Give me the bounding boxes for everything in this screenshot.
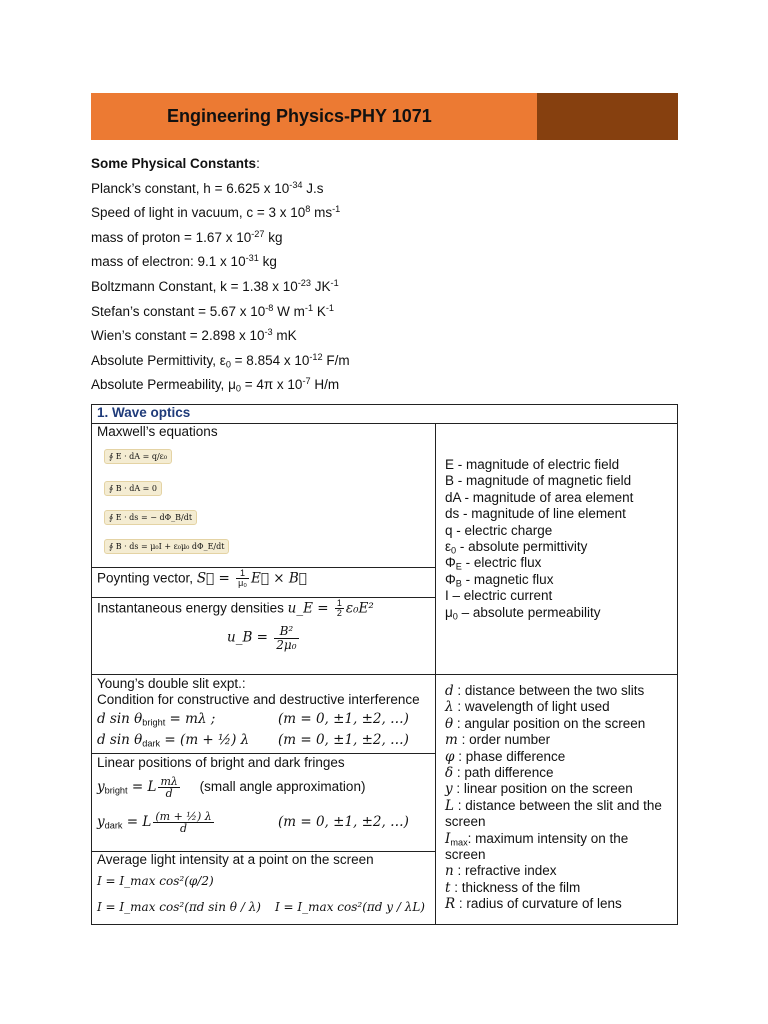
- ybright-lhs: [97, 779, 156, 794]
- text-run: y: [97, 814, 105, 831]
- table-divider: [92, 567, 435, 568]
- physical-constants-list: [91, 152, 691, 398]
- constant-item: [91, 349, 691, 374]
- page-title: Engineering Physics-PHY 1071: [167, 106, 432, 126]
- text-run: Φ: [445, 555, 456, 571]
- ybright-den: d: [165, 787, 173, 801]
- legend-item: [445, 523, 633, 539]
- intensity-eq-row: [97, 894, 425, 920]
- superscript: -23: [297, 277, 312, 288]
- subscript: dark: [142, 738, 161, 749]
- ub-lhs: u_B =: [227, 629, 273, 646]
- intensity-eq-phase: I = I_max cos²(φ/2): [97, 874, 214, 889]
- table-divider: [92, 597, 435, 598]
- constant-item: [91, 201, 691, 226]
- legend-item: [445, 683, 662, 699]
- constants-heading-suffix: :: [256, 156, 260, 171]
- text-run: J.s: [302, 180, 324, 196]
- title-banner-main: [91, 93, 537, 140]
- legend-item: [445, 473, 633, 489]
- constant-item: [91, 324, 691, 349]
- constant-item: [91, 177, 691, 202]
- maxwell-equation: ∮ E · ds = − dΦ_B/dt: [104, 510, 197, 525]
- dark-condition-eq: [97, 732, 180, 747]
- subscript: 0: [225, 359, 231, 370]
- text-run: Wien’s constant = 2.898 x 10: [91, 328, 265, 344]
- subscript: dark: [104, 820, 123, 831]
- title-banner: [91, 93, 678, 140]
- text-run: mass of proton = 1.67 x 10: [91, 229, 252, 245]
- legend-item: [445, 781, 662, 797]
- text-run: d sin θ: [97, 731, 143, 748]
- fringe-dark: [97, 803, 409, 841]
- text-run: = mλ ;: [165, 710, 216, 727]
- subscript: max: [450, 836, 468, 847]
- superscript: -8: [265, 302, 274, 313]
- text-run: mK: [272, 328, 297, 344]
- legend-item: [445, 831, 662, 847]
- text-run: dA - magnitude of area element: [445, 489, 634, 505]
- text-run: ds - magnitude of line element: [445, 506, 626, 522]
- subscript: B: [455, 578, 462, 589]
- legend-item: [445, 896, 662, 912]
- maxwell-label: [97, 424, 218, 439]
- text-run: t: [445, 879, 451, 896]
- text-run: Φ: [445, 571, 456, 587]
- maxwell-equation: ∮ E · dA = q/ε₀: [104, 449, 172, 464]
- legend-item: [445, 572, 633, 588]
- poynting-den: μ₀: [238, 578, 247, 589]
- text-run: - electric flux: [461, 555, 542, 571]
- text-run: Stefan’s constant = 5.67 x 10: [91, 303, 266, 319]
- energy-density-ub: [227, 625, 301, 651]
- legend-item: [445, 863, 662, 879]
- legend-item: [445, 814, 662, 830]
- text-run: E - magnitude of electric field: [445, 457, 620, 472]
- energy-density-ue: [97, 599, 374, 619]
- ub-den: 2μ₀: [276, 637, 297, 652]
- ybright-num: mλ: [160, 774, 178, 788]
- text-run: : phase difference: [454, 748, 566, 764]
- wave-optics-table: [91, 404, 678, 925]
- text-run: Boltzmann Constant, k = 1.38 x 10: [91, 278, 298, 294]
- young-bright-condition: [97, 709, 420, 729]
- text-run: Absolute Permeability, μ: [91, 377, 236, 393]
- dark-paren: (m + ½) λ: [180, 731, 250, 748]
- superscript: 8: [305, 204, 311, 215]
- text-run: screen: [445, 814, 486, 830]
- legend-maxwell: [445, 457, 633, 621]
- ydark-num: (m + ½) λ: [155, 809, 212, 823]
- text-run: kg: [258, 254, 277, 270]
- ydark-m-values: (m = 0, ±1, ±2, …): [278, 814, 409, 831]
- ybright-fraction: [158, 776, 179, 800]
- text-run: : radius of curvature of lens: [455, 896, 622, 912]
- text-run: W m: [273, 303, 305, 319]
- young-dark-condition: [97, 729, 420, 751]
- section-title-text: 1. Wave optics: [97, 405, 191, 420]
- constant-item: [91, 300, 691, 325]
- superscript: -3: [264, 327, 273, 338]
- constant-item: [91, 275, 691, 300]
- legend-item: [445, 716, 662, 732]
- superscript: -34: [289, 179, 303, 190]
- ue-fraction: [335, 599, 344, 619]
- young-double-slit: [97, 676, 420, 751]
- text-run: λ: [445, 699, 454, 716]
- text-run: d: [445, 683, 454, 699]
- text-run: H/m: [310, 377, 340, 393]
- text-run: ms: [310, 205, 333, 221]
- constant-item: [91, 373, 691, 398]
- subscript: 0: [452, 610, 458, 621]
- text-run: mass of electron: 9.1 x 10: [91, 254, 246, 270]
- superscript: -1: [304, 302, 314, 313]
- text-run: F/m: [322, 352, 350, 368]
- dark-m-values: (m = 0, ±1, ±2, …): [278, 731, 409, 748]
- fringe-label: Linear positions of bright and dark fringes: [97, 755, 345, 770]
- title-banner-accent: [537, 93, 678, 140]
- constant-item: [91, 226, 691, 251]
- legend-item: [445, 506, 633, 522]
- text-run: Speed of light in vacuum, c = 3 x 10: [91, 205, 306, 221]
- constant-item: [91, 250, 691, 275]
- intensity-eq-angle: I = I_max cos²(πd sin θ / λ): [97, 900, 261, 915]
- legend-item: [445, 588, 633, 604]
- ydark-fraction: [153, 811, 213, 835]
- superscript: -27: [251, 228, 265, 239]
- text-run: – absolute permeability: [457, 604, 601, 620]
- maxwell-label-text: Maxwell’s equations: [97, 424, 218, 439]
- fringe-bright: [97, 771, 365, 803]
- constants-heading: Some Physical Constants: [91, 156, 257, 171]
- legend-item: [445, 880, 662, 896]
- legend-item: [445, 699, 662, 715]
- legend-item: [445, 555, 633, 571]
- legend-item: [445, 490, 633, 506]
- text-run: I: [445, 830, 451, 847]
- text-run: n: [445, 863, 454, 880]
- superscript: -1: [330, 277, 339, 288]
- text-run: = 8.854 x 10: [230, 352, 310, 368]
- intensity-label: Average light intensity at a point on the screen: [97, 852, 374, 867]
- text-run: θ: [445, 715, 454, 732]
- fringe-positions: [97, 755, 409, 841]
- legend-interference: [445, 683, 662, 913]
- subscript: E: [455, 561, 462, 572]
- legend-item: [445, 847, 662, 863]
- text-run: JK: [311, 278, 331, 294]
- text-run: Condition for constructive and destructive interference: [97, 692, 420, 708]
- legend-item: [445, 605, 633, 621]
- subscript: 0: [235, 383, 241, 394]
- text-run: : refractive index: [453, 863, 557, 879]
- bright-condition-eq: [97, 711, 215, 726]
- poynting-label: Poynting vector,: [97, 570, 197, 586]
- text-run: R: [445, 896, 456, 913]
- text-run: q - electric charge: [445, 522, 553, 538]
- text-run: Planck’s constant, h = 6.625 x 10: [91, 180, 290, 196]
- text-run: : distance between the two slits: [453, 683, 645, 698]
- bright-m-values: (m = 0, ±1, ±2, …): [278, 710, 409, 727]
- text-run: : wavelength of light used: [453, 699, 610, 715]
- text-run: Young’s double slit expt.:: [97, 676, 246, 691]
- text-run: : linear position on the screen: [452, 781, 633, 797]
- text-run: B - magnitude of magnetic field: [445, 473, 632, 489]
- text-run: : order number: [457, 732, 551, 748]
- text-run: =: [160, 731, 181, 748]
- legend-item: [445, 798, 662, 814]
- text-run: μ: [445, 604, 453, 620]
- young-line: [97, 692, 420, 708]
- subscript: 0: [451, 545, 457, 556]
- ub-num: B²: [274, 625, 298, 639]
- poynting-lhs: S⃗ =: [196, 570, 235, 587]
- ue-rhs: ε₀E²: [345, 600, 374, 617]
- text-run: y: [97, 779, 105, 796]
- superscript: -7: [302, 376, 311, 387]
- superscript: -12: [309, 351, 323, 362]
- ub-fraction: [274, 625, 298, 651]
- ue-lhs: u_E =: [287, 600, 333, 617]
- legend-item: [445, 457, 633, 473]
- text-run: y: [445, 781, 453, 798]
- text-run: δ: [445, 765, 454, 782]
- legend-item: [445, 749, 662, 765]
- legend-item: [445, 539, 633, 555]
- text-run: kg: [264, 229, 283, 245]
- text-run: φ: [445, 748, 455, 765]
- superscript: -31: [245, 253, 259, 264]
- subscript: bright: [142, 717, 166, 728]
- poynting-num: 1: [236, 569, 249, 579]
- ue-num: 1: [336, 598, 342, 608]
- superscript: -1: [332, 204, 341, 215]
- section-title: [97, 405, 190, 420]
- average-intensity: [97, 852, 425, 920]
- text-run: ε: [445, 539, 452, 555]
- constants-heading-row: [91, 152, 691, 177]
- ue-den: 2: [336, 608, 342, 619]
- energy-label: Instantaneous energy densities: [97, 600, 288, 616]
- maxwell-equation: ∮ B · ds = μ₀I + ε₀μ₀ dΦ_E/dt: [104, 539, 229, 554]
- young-line: [97, 676, 420, 692]
- poynting-fraction: [236, 569, 249, 589]
- poynting-rhs: E⃗ × B⃗: [250, 570, 307, 587]
- text-run: : path difference: [453, 765, 554, 781]
- legend-item: [445, 732, 662, 748]
- text-run: I – electric current: [445, 588, 553, 604]
- table-divider: [92, 674, 677, 675]
- text-run: = L: [122, 814, 152, 831]
- text-run: L: [445, 797, 454, 814]
- text-run: Absolute Permittivity, ε: [91, 352, 226, 368]
- text-run: : distance between the slit and the: [453, 797, 662, 813]
- subscript: bright: [104, 785, 128, 796]
- text-run: m: [445, 732, 458, 749]
- ydark-den: d: [180, 822, 188, 836]
- text-run: - magnetic flux: [461, 571, 554, 587]
- text-run: d sin θ: [97, 710, 143, 727]
- ydark-lhs: [97, 814, 151, 829]
- small-angle-note: (small angle approximation): [199, 779, 366, 795]
- text-run: : angular position on the screen: [453, 715, 646, 731]
- poynting-vector: [97, 569, 307, 589]
- table-divider: [92, 753, 435, 754]
- legend-item: [445, 765, 662, 781]
- text-run: = L: [127, 779, 157, 796]
- intensity-eq-position: I = I_max cos²(πd y / λL): [275, 900, 425, 915]
- text-run: K: [313, 303, 326, 319]
- text-run: screen: [445, 847, 486, 863]
- text-run: = 4π x 10: [240, 377, 303, 393]
- superscript: -1: [325, 302, 334, 313]
- text-run: : thickness of the film: [450, 879, 581, 895]
- text-run: : maximum intensity on the: [467, 830, 629, 846]
- maxwell-equation: ∮ B · dA = 0: [104, 481, 162, 496]
- text-run: - absolute permittivity: [456, 539, 588, 555]
